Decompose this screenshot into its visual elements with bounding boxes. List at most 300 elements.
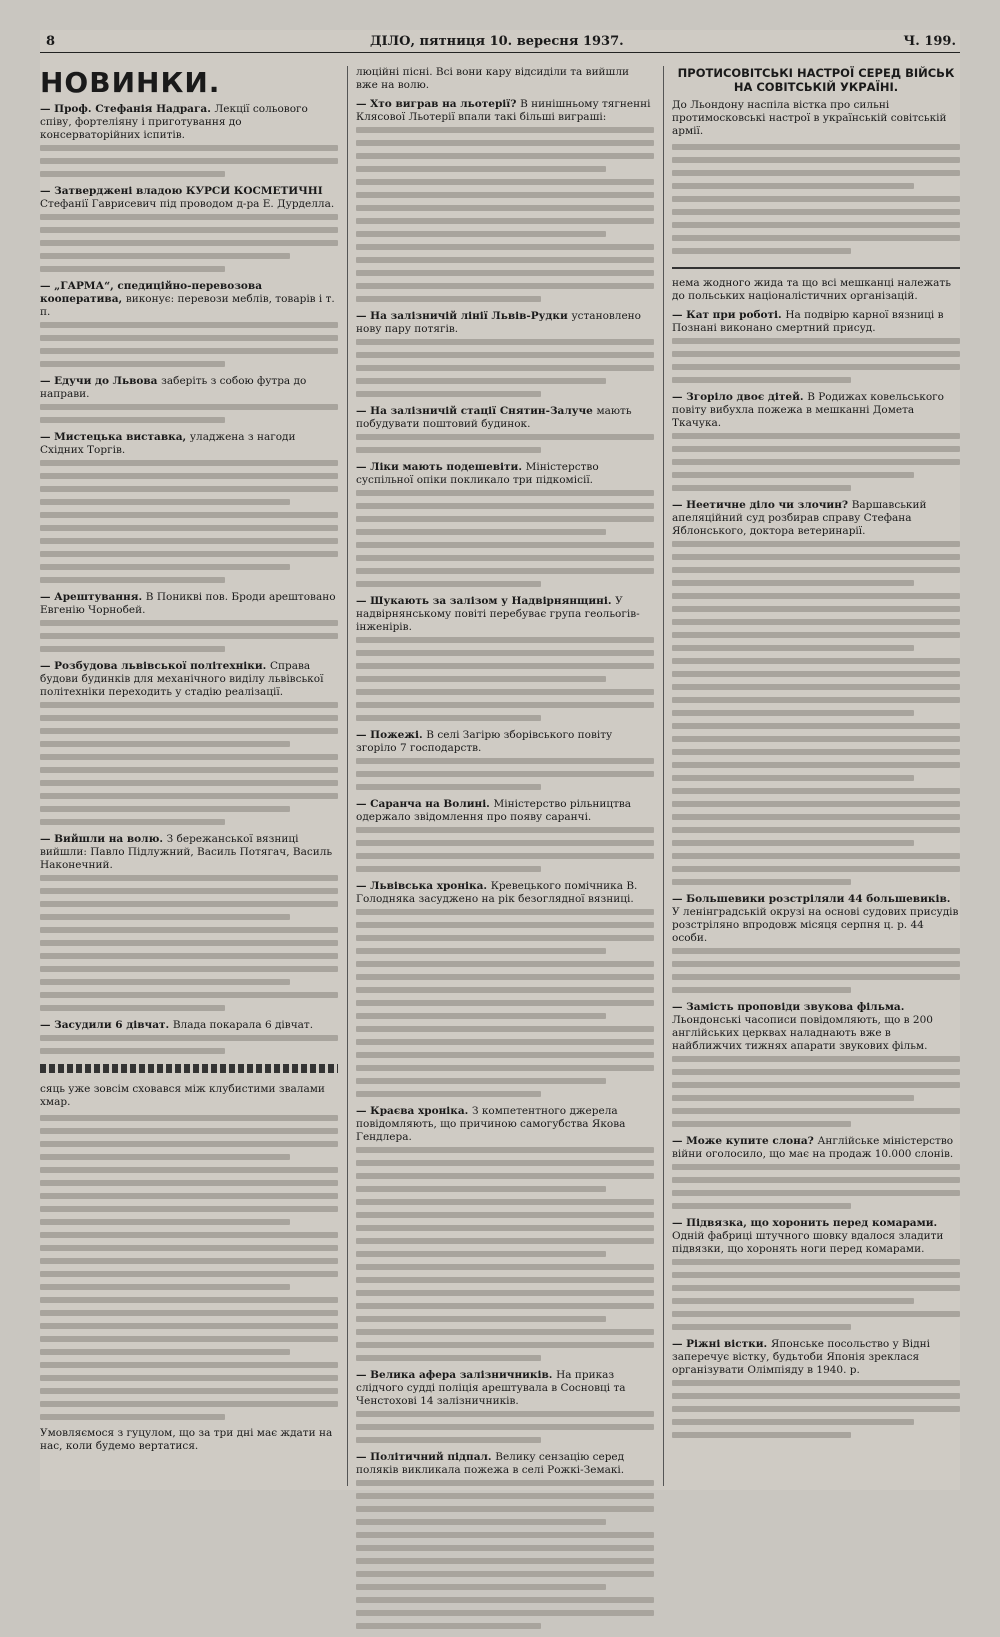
- column-rule: [663, 66, 664, 1486]
- text-line-placeholder: [672, 1190, 960, 1196]
- text-line-placeholder: [40, 728, 338, 734]
- text-line-placeholder: [40, 793, 338, 799]
- text-line-placeholder: [356, 1545, 654, 1551]
- text-line-placeholder: [40, 460, 338, 466]
- text-line-placeholder: [356, 205, 654, 211]
- news-item-lead: З компетентного джерела повідомляють, що причиною самогубства Якова Гендлера.: [356, 1105, 626, 1143]
- text-line-placeholder: [356, 581, 541, 587]
- news-item-head: [356, 461, 654, 487]
- news-item-lead: Японське посольство у Відні заперечує вістку, будьтоби Японія зреклася організувати Олімпіяду в 1940. р.: [672, 1338, 930, 1376]
- text-line-placeholder: [40, 564, 290, 570]
- featured-box: [672, 66, 960, 269]
- text-line-placeholder: [356, 1558, 654, 1564]
- text-line-placeholder: [356, 516, 654, 522]
- text-line-placeholder: [40, 577, 225, 583]
- news-item: [40, 833, 338, 1011]
- text-line-placeholder: [672, 338, 960, 344]
- text-line-placeholder: [356, 1493, 654, 1499]
- text-line-placeholder: [356, 153, 654, 159]
- column-rule: [347, 66, 348, 1486]
- news-item-headline: — Політичний підпал.: [356, 1451, 496, 1463]
- text-line-placeholder: [672, 1056, 960, 1062]
- text-line-placeholder: [40, 227, 338, 233]
- news-item-head: [356, 729, 654, 755]
- news-item-head: [40, 660, 338, 699]
- text-line-placeholder: [356, 758, 654, 764]
- news-item-headline: — На залізничій стації Снятин-Залуче: [356, 405, 597, 417]
- text-line-placeholder: [356, 1571, 654, 1577]
- text-line-placeholder: [672, 1121, 851, 1127]
- news-item-head: [356, 1451, 654, 1477]
- text-line-placeholder: [356, 352, 654, 358]
- news-item-headline: — Ріжні вістки.: [672, 1338, 771, 1350]
- text-line-placeholder: [356, 542, 654, 548]
- text-line-placeholder: [672, 1393, 960, 1399]
- text-line-placeholder: [40, 780, 338, 786]
- news-item-lead: виконує: перевози меблів, товарів і т. п.: [40, 293, 335, 318]
- text-line-placeholder: [40, 901, 338, 907]
- text-line-placeholder: [356, 1342, 654, 1348]
- text-line-placeholder: [40, 253, 290, 259]
- news-item-lines: [40, 875, 338, 1011]
- text-line-placeholder: [672, 1177, 960, 1183]
- text-line-placeholder: [40, 1271, 338, 1277]
- news-item-lines: [672, 433, 960, 491]
- text-line-placeholder: [672, 866, 960, 872]
- text-line-placeholder: [356, 1316, 606, 1322]
- news-item-headline: — Кат при роботі.: [672, 309, 786, 321]
- text-line-placeholder: [672, 554, 960, 560]
- text-line-placeholder: [672, 853, 960, 859]
- news-item: [40, 1019, 338, 1054]
- text-line-placeholder: [40, 486, 338, 492]
- text-line-placeholder: [672, 485, 851, 491]
- text-line-placeholder: [356, 1610, 654, 1616]
- news-item-lead: На подвірю карної вязниці в Познані виконано смертний присуд.: [672, 309, 944, 334]
- text-line-placeholder: [356, 974, 654, 980]
- news-item: [672, 893, 960, 993]
- text-line-placeholder: [672, 1406, 960, 1412]
- news-item: [40, 591, 338, 652]
- news-item-lead: Влада покарала 6 дівчат.: [172, 1019, 314, 1031]
- text-line-placeholder: [672, 446, 960, 452]
- text-line-placeholder: [356, 1355, 541, 1361]
- text-line-placeholder: [672, 170, 960, 176]
- news-item-lines: [672, 338, 960, 383]
- news-item-lead: У надвірнянському повіті перебуває група геольогів-інженірів.: [356, 595, 640, 633]
- text-line-placeholder: [672, 1095, 914, 1101]
- text-line-placeholder: [40, 1258, 338, 1264]
- news-item-headline: — Засудили 6 дівчат.: [40, 1019, 173, 1031]
- text-line-placeholder: [40, 1323, 338, 1329]
- text-line-placeholder: [356, 1026, 654, 1032]
- news-item-lead: Кревецького помічника В. Голодняка засуджено на рік безоглядної вязниці.: [356, 880, 638, 905]
- text-line-placeholder: [356, 283, 654, 289]
- text-line-placeholder: [40, 473, 338, 479]
- text-line-placeholder: [672, 827, 960, 833]
- text-line-placeholder: [672, 606, 960, 612]
- text-line-placeholder: [356, 1212, 654, 1218]
- news-item-lines: [356, 1480, 654, 1629]
- news-item-lead: установлено нову пару потягів.: [356, 310, 641, 335]
- text-line-placeholder: [40, 1005, 225, 1011]
- text-line-placeholder: [672, 1380, 960, 1386]
- column-1-items: [40, 103, 338, 1054]
- news-item: [672, 1217, 960, 1330]
- column-2-start: люційні пісні. Всі вони кару відсиділи та вийшли вже на волю.: [356, 66, 629, 91]
- text-line-placeholder: [40, 1219, 290, 1225]
- news-item-lines: [40, 322, 338, 367]
- text-line-placeholder: [356, 909, 654, 915]
- text-line-placeholder: [356, 179, 654, 185]
- text-line-placeholder: [672, 1203, 851, 1209]
- news-item-head: [672, 1001, 960, 1053]
- text-line-placeholder: [672, 593, 960, 599]
- text-line-placeholder: [40, 741, 290, 747]
- text-line-placeholder: [40, 1141, 338, 1147]
- text-line-placeholder: [40, 499, 290, 505]
- news-item-lead: Льондонські часописи повідомляють, що в 200 англійських церквах наладнають вже в найближчих тижнях апарати звукових фільм.: [672, 1014, 933, 1052]
- news-item-lead: Варшавський апеляційний суд розбирав справу Стефана Яблонського, доктора ветеринарії.: [672, 499, 927, 537]
- text-line-placeholder: [40, 1206, 338, 1212]
- text-line-placeholder: [356, 391, 541, 397]
- text-line-placeholder: [40, 145, 338, 151]
- news-item-headline: — Затверджені владою КУРСИ КОСМЕТИЧНІ: [40, 185, 323, 197]
- text-line-placeholder: [672, 1069, 960, 1075]
- news-item: [356, 729, 654, 790]
- continuation-head: сяць уже зовсім сховався між клубистими звалами хмар.: [40, 1083, 325, 1108]
- text-line-placeholder: [40, 404, 338, 410]
- news-item-head: [356, 98, 654, 124]
- news-item-lead: Справа будови будинків для механічного виділу львівської політехніки переходить у стадію реалізації.: [40, 660, 324, 698]
- news-item-headline: — Пожежі.: [356, 729, 427, 741]
- news-item-lead: У ленінградській окрузі на основі судових присудів розстріляно впродовж місяця серпня ц. р. 44 особи.: [672, 906, 959, 944]
- text-line-placeholder: [356, 140, 654, 146]
- text-line-placeholder: [356, 434, 654, 440]
- news-item-head: [356, 1105, 654, 1144]
- news-item-head: [40, 103, 338, 142]
- text-line-placeholder: [40, 806, 290, 812]
- news-item: [40, 103, 338, 177]
- text-line-placeholder: [40, 1401, 338, 1407]
- news-item-lines: [356, 339, 654, 397]
- newspaper-page: [40, 30, 960, 1490]
- text-line-placeholder: [672, 697, 960, 703]
- news-item: [672, 1001, 960, 1127]
- news-item-head: [672, 391, 960, 430]
- text-line-placeholder: [40, 214, 338, 220]
- text-line-placeholder: [672, 723, 960, 729]
- featured-box-title: ПРОТИСОВІТСЬКІ НАСТРОЇ СЕРЕД ВІЙСЬК НА СОВІТСЬКІЙ УКРАЇНІ.: [677, 66, 955, 94]
- news-item-headline: — На залізничій лінії Львів-Рудки: [356, 310, 572, 322]
- news-item-head: [40, 185, 338, 211]
- text-line-placeholder: [356, 827, 654, 833]
- news-item-lines: [40, 214, 338, 272]
- text-line-placeholder: [356, 702, 654, 708]
- news-item-lead: уладжена з нагоди Східних Торгів.: [40, 431, 296, 456]
- text-line-placeholder: [40, 348, 338, 354]
- page-number: 8: [46, 34, 56, 49]
- continuation-text-lines: [40, 1115, 338, 1420]
- news-item-head: [672, 893, 960, 945]
- news-item-head: [40, 833, 338, 872]
- news-item-headline: — Підвязка, що хоронить перед комарами.: [672, 1217, 938, 1229]
- news-item-lines: [40, 460, 338, 583]
- news-item-lead: Англійське міністерство війни оголосило, що має на продаж 10.000 слонів.: [672, 1135, 954, 1160]
- text-line-placeholder: [672, 1082, 960, 1088]
- text-line-placeholder: [672, 222, 960, 228]
- news-item-lead: З бережанської вязниці вийшли: Павло Підлужний, Василь Потягач, Василь Наконечний.: [40, 833, 333, 871]
- news-item-headline: — Едучи до Львова: [40, 375, 162, 387]
- text-line-placeholder: [356, 1532, 654, 1538]
- text-line-placeholder: [356, 339, 654, 345]
- text-line-placeholder: [40, 335, 338, 341]
- text-line-placeholder: [356, 1186, 606, 1192]
- text-line-placeholder: [40, 158, 338, 164]
- text-line-placeholder: [356, 166, 606, 172]
- text-line-placeholder: [356, 568, 654, 574]
- news-item-head: [672, 1338, 960, 1377]
- text-line-placeholder: [40, 1336, 338, 1342]
- column-1: [40, 66, 338, 1459]
- text-line-placeholder: [40, 1167, 338, 1173]
- text-line-placeholder: [356, 1199, 654, 1205]
- news-item-headline: — Хто виграв на льотерії?: [356, 98, 521, 110]
- text-line-placeholder: [356, 1277, 654, 1283]
- news-item-lines: [40, 145, 338, 177]
- text-line-placeholder: [40, 888, 338, 894]
- masthead: [40, 30, 960, 53]
- text-line-placeholder: [356, 1147, 654, 1153]
- text-line-placeholder: [356, 1251, 606, 1257]
- text-line-placeholder: [40, 417, 225, 423]
- news-item-headline: — Львівська хроніка.: [356, 880, 491, 892]
- text-line-placeholder: [672, 1311, 960, 1317]
- text-line-placeholder: [356, 922, 654, 928]
- text-line-placeholder: [672, 814, 960, 820]
- news-item: [356, 98, 654, 302]
- news-item-head: [356, 405, 654, 431]
- text-line-placeholder: [672, 658, 960, 664]
- news-item-headline: — Проф. Стефанія Надрага.: [40, 103, 215, 115]
- text-line-placeholder: [356, 490, 654, 496]
- news-item: [356, 405, 654, 453]
- text-line-placeholder: [672, 948, 960, 954]
- news-item-lines: [356, 758, 654, 790]
- text-line-placeholder: [40, 819, 225, 825]
- text-line-placeholder: [672, 1298, 914, 1304]
- text-line-placeholder: [356, 231, 606, 237]
- text-line-placeholder: [40, 1362, 338, 1368]
- news-item: [356, 880, 654, 1097]
- news-item-head: [40, 280, 338, 319]
- news-item: [672, 499, 960, 885]
- text-line-placeholder: [40, 1414, 225, 1420]
- text-line-placeholder: [40, 1310, 338, 1316]
- text-line-placeholder: [356, 1173, 654, 1179]
- text-line-placeholder: [356, 1584, 606, 1590]
- news-item-lead: В нинішньому тягненні Клясової Льотерії впали такі більші виграші:: [356, 98, 651, 123]
- text-line-placeholder: [356, 1264, 654, 1270]
- text-line-placeholder: [356, 1597, 654, 1603]
- news-item: [40, 375, 338, 423]
- news-item: [356, 1451, 654, 1629]
- news-item-lines: [40, 1035, 338, 1054]
- text-line-placeholder: [40, 702, 338, 708]
- text-line-placeholder: [672, 580, 914, 586]
- news-item-headline: — Замість проповіди звукова фільма.: [672, 1001, 905, 1013]
- text-line-placeholder: [40, 1375, 338, 1381]
- text-line-placeholder: [672, 684, 960, 690]
- text-line-placeholder: [356, 1424, 654, 1430]
- text-line-placeholder: [356, 555, 654, 561]
- news-item-lines: [356, 1147, 654, 1361]
- text-line-placeholder: [356, 961, 654, 967]
- news-item-headline: — Може купите слона?: [672, 1135, 818, 1147]
- news-item: [40, 185, 338, 272]
- text-line-placeholder: [40, 322, 338, 328]
- news-item-lines: [672, 1380, 960, 1438]
- news-item: [356, 798, 654, 872]
- text-line-placeholder: [356, 1480, 654, 1486]
- text-line-placeholder: [40, 1388, 338, 1394]
- news-item-head: [356, 798, 654, 824]
- text-line-placeholder: [356, 529, 606, 535]
- news-item: [356, 1105, 654, 1361]
- text-line-placeholder: [40, 646, 225, 652]
- text-line-placeholder: [672, 1259, 960, 1265]
- text-line-placeholder: [356, 1039, 654, 1045]
- text-line-placeholder: [672, 1285, 960, 1291]
- text-line-placeholder: [40, 1349, 290, 1355]
- news-item: [356, 310, 654, 397]
- text-line-placeholder: [356, 840, 654, 846]
- text-line-placeholder: [356, 192, 654, 198]
- text-line-placeholder: [356, 1303, 654, 1309]
- text-line-placeholder: [356, 1013, 606, 1019]
- text-line-placeholder: [356, 1052, 654, 1058]
- text-line-placeholder: [40, 979, 290, 985]
- text-line-placeholder: [356, 715, 541, 721]
- text-line-placeholder: [356, 1238, 654, 1244]
- text-line-placeholder: [356, 637, 654, 643]
- text-line-placeholder: [40, 1035, 338, 1041]
- text-line-placeholder: [672, 788, 960, 794]
- text-line-placeholder: [672, 961, 960, 967]
- news-item: [672, 1338, 960, 1438]
- text-line-placeholder: [356, 948, 606, 954]
- text-line-placeholder: [356, 127, 654, 133]
- text-line-placeholder: [672, 645, 914, 651]
- news-item-lead: В Поникві пов. Броди арештовано Евгенію Чорнобей.: [40, 591, 336, 616]
- text-line-placeholder: [356, 218, 654, 224]
- continuation-tail: Умовляємося з гуцулом, що за три дні має ждати на нас, коли будемо вертатися.: [40, 1427, 333, 1452]
- text-line-placeholder: [40, 875, 338, 881]
- news-item-headline: — „ГАРМА“, спедиційно-перевозова кооператива,: [40, 280, 263, 305]
- section-title: НОВИНКИ.: [40, 66, 221, 99]
- text-line-placeholder: [356, 866, 541, 872]
- text-line-placeholder: [672, 144, 960, 150]
- text-line-placeholder: [356, 244, 654, 250]
- text-line-placeholder: [356, 1290, 654, 1296]
- news-item-head: [40, 1019, 338, 1032]
- news-item: [40, 660, 338, 825]
- text-line-placeholder: [356, 935, 654, 941]
- news-item-lines: [356, 827, 654, 872]
- news-item-head: [40, 591, 338, 617]
- text-line-placeholder: [40, 620, 338, 626]
- text-line-placeholder: [40, 992, 338, 998]
- news-item-headline: — Розбудова львівської політехніки.: [40, 660, 270, 672]
- news-item-lead: Одній фабриці штучного шовку вдалося зладити підвязки, що хоронять ноги перед комарами.: [672, 1230, 944, 1255]
- text-line-placeholder: [672, 157, 960, 163]
- news-item: [40, 280, 338, 367]
- news-item-headline: — Вийшли на волю.: [40, 833, 167, 845]
- news-item-head: [356, 310, 654, 336]
- news-item: [356, 595, 654, 721]
- news-item-lines: [356, 127, 654, 302]
- news-item-lead: Лекції сольового співу, фортеліяну і приготування до консерваторійних іспитів.: [40, 103, 308, 141]
- text-line-placeholder: [356, 853, 654, 859]
- issue-number: Ч. 199.: [903, 34, 956, 49]
- text-line-placeholder: [672, 567, 960, 573]
- text-line-placeholder: [40, 171, 225, 177]
- text-line-placeholder: [356, 1078, 606, 1084]
- text-line-placeholder: [672, 433, 960, 439]
- text-line-placeholder: [40, 240, 338, 246]
- news-item-head: [356, 1369, 654, 1408]
- text-line-placeholder: [356, 257, 654, 263]
- text-line-placeholder: [40, 1245, 338, 1251]
- text-line-placeholder: [40, 914, 290, 920]
- text-line-placeholder: [356, 503, 654, 509]
- news-item-lead: В селі Загірю зборівського повіту згоріло 7 господарств.: [356, 729, 613, 754]
- text-line-placeholder: [356, 1329, 654, 1335]
- news-item-head: [40, 431, 338, 457]
- text-line-placeholder: [672, 762, 960, 768]
- text-line-placeholder: [40, 266, 225, 272]
- text-line-placeholder: [40, 633, 338, 639]
- text-line-placeholder: [672, 472, 914, 478]
- text-line-placeholder: [356, 365, 654, 371]
- news-item-lines: [40, 702, 338, 825]
- news-item-lines: [356, 1411, 654, 1443]
- text-line-placeholder: [356, 676, 606, 682]
- text-line-placeholder: [40, 940, 338, 946]
- news-item: [672, 309, 960, 383]
- text-line-placeholder: [672, 183, 914, 189]
- news-item: [40, 431, 338, 583]
- news-item-headline: — Велика афера залізничників.: [356, 1369, 557, 1381]
- text-line-placeholder: [40, 1048, 225, 1054]
- news-item-lead: Велику сензацію серед поляків викликала пожежа в селі Рожкі-Земакі.: [356, 1451, 625, 1476]
- news-item-lead: Міністерство суспільної опіки покликало три підкомісії.: [356, 461, 599, 486]
- column-3-start: нема жодного жида та що всі мешканці належать до польських націоналістичних організацій.: [672, 277, 951, 302]
- news-item-headline: — Неетичне діло чи злочин?: [672, 499, 852, 511]
- news-item-headline: — Арештування.: [40, 591, 146, 603]
- news-item-headline: — Краєва хроніка.: [356, 1105, 472, 1117]
- text-line-placeholder: [40, 361, 225, 367]
- news-item-head: [40, 375, 338, 401]
- news-item-lines: [672, 1164, 960, 1209]
- news-item-headline: — Мистецька виставка,: [40, 431, 190, 443]
- news-item-lines: [672, 541, 960, 885]
- text-line-placeholder: [40, 1193, 338, 1199]
- text-line-placeholder: [672, 1419, 914, 1425]
- text-line-placeholder: [40, 1232, 338, 1238]
- text-line-placeholder: [356, 1411, 654, 1417]
- text-line-placeholder: [672, 987, 851, 993]
